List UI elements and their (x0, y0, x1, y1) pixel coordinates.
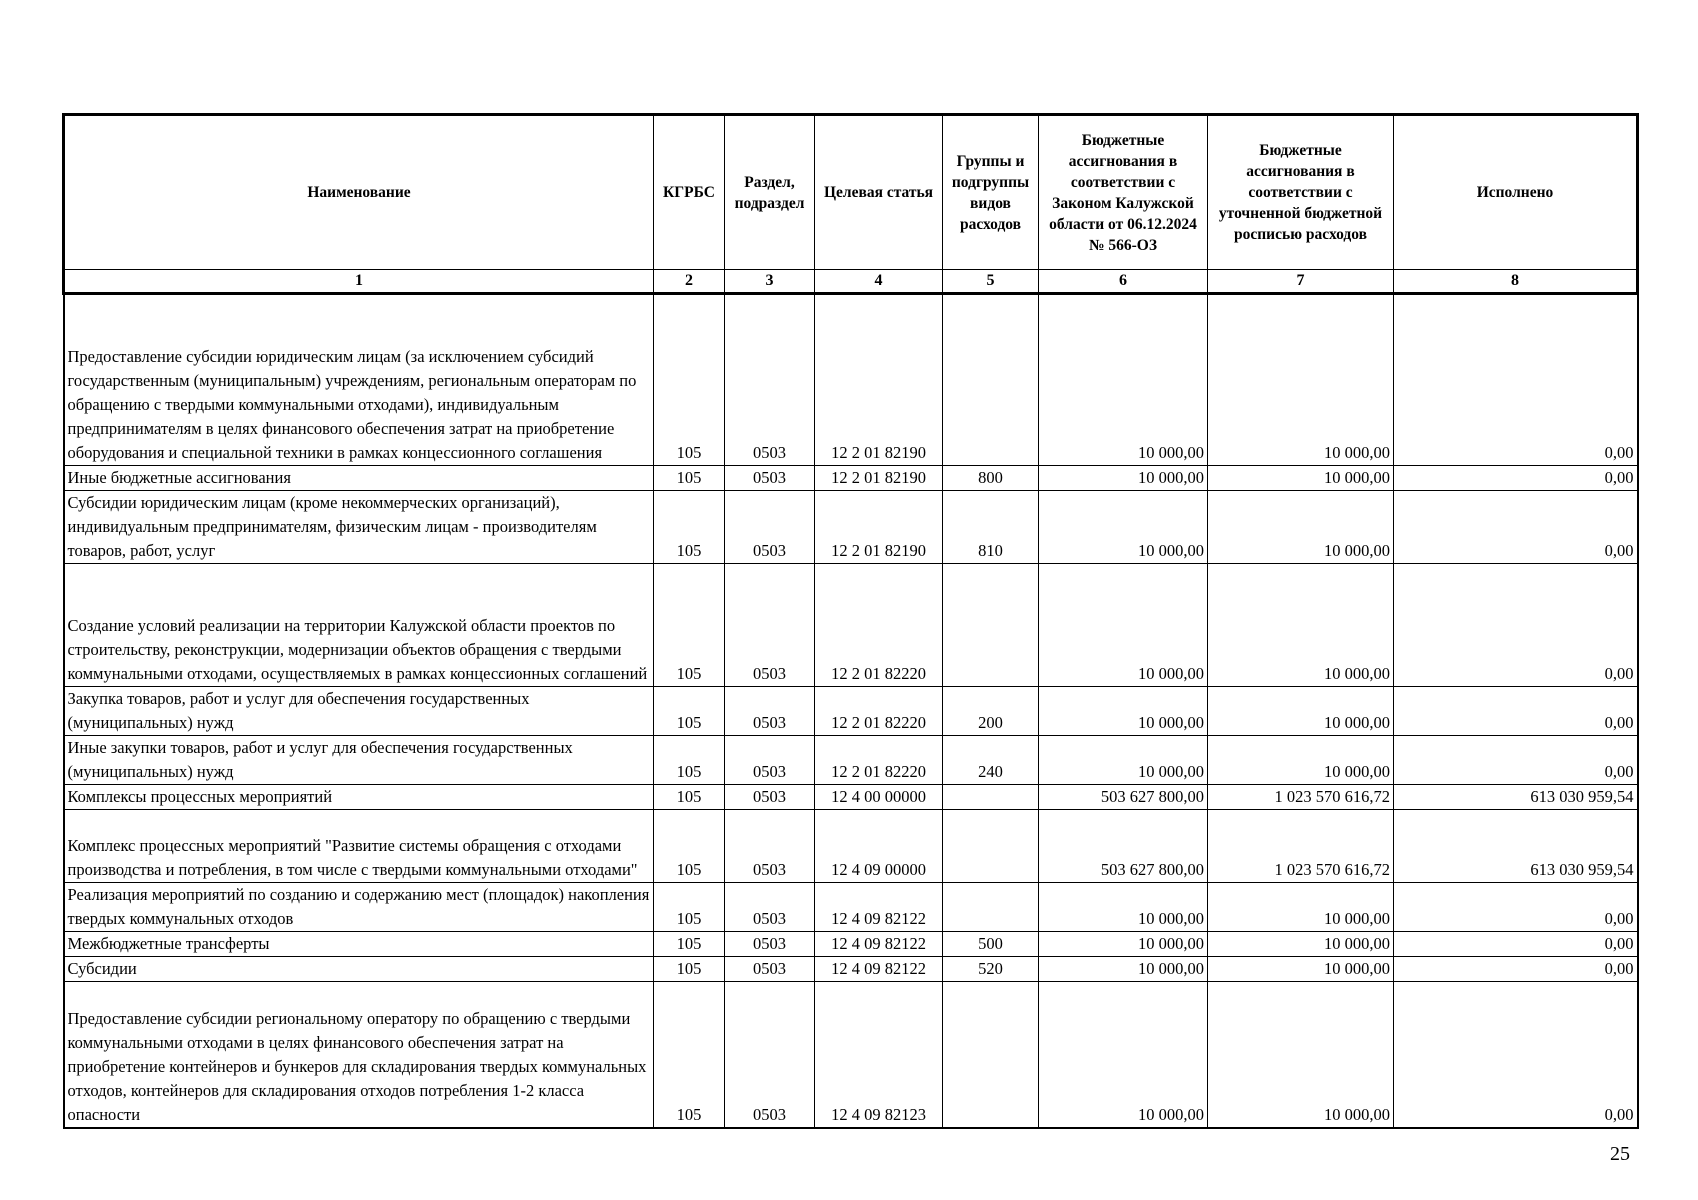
cell-kgrbs: 105 (654, 982, 725, 1128)
table-row (64, 785, 1638, 810)
cell-executed: 0,00 (1394, 736, 1638, 785)
column-number: 7 (1208, 270, 1394, 294)
cell-target-article: 12 2 01 82190 (815, 466, 943, 491)
cell-expense-group (943, 810, 1039, 883)
cell-section: 0503 (725, 883, 815, 932)
cell-executed: 0,00 (1394, 957, 1638, 982)
table-row (64, 932, 1638, 957)
page-number: 25 (1610, 1143, 1630, 1165)
cell-target-article: 12 4 09 82122 (815, 957, 943, 982)
cell-executed: 0,00 (1394, 932, 1638, 957)
cell-kgrbs: 105 (654, 491, 725, 564)
cell-law-allocation: 503 627 800,00 (1039, 785, 1208, 810)
cell-executed: 613 030 959,54 (1394, 810, 1638, 883)
cell-expense-group: 520 (943, 957, 1039, 982)
cell-refined-allocation: 10 000,00 (1208, 687, 1394, 736)
cell-section: 0503 (725, 982, 815, 1128)
header-refined-allocation: Бюджетные ассигнования в соответствии с уточненной бюджетной росписью расходов (1208, 115, 1394, 270)
cell-expense-group: 200 (943, 687, 1039, 736)
cell-name: Иные закупки товаров, работ и услуг для обеспечения государственных (муниципальных) нужд (64, 736, 654, 785)
column-number: 6 (1039, 270, 1208, 294)
column-number-row (64, 270, 1638, 294)
column-number: 1 (64, 270, 654, 294)
column-number: 8 (1394, 270, 1638, 294)
column-number: 3 (725, 270, 815, 294)
table-row (64, 957, 1638, 982)
column-number: 5 (943, 270, 1039, 294)
cell-law-allocation: 10 000,00 (1039, 687, 1208, 736)
cell-section: 0503 (725, 957, 815, 982)
cell-law-allocation: 10 000,00 (1039, 883, 1208, 932)
cell-executed: 0,00 (1394, 687, 1638, 736)
cell-section: 0503 (725, 736, 815, 785)
table-row (64, 883, 1638, 932)
cell-section: 0503 (725, 294, 815, 466)
cell-name: Предоставление субсидии региональному оператору по обращению с твердыми коммунальными отходами в целях финансового обеспечения затрат на приобретение контейнеров и бункеров для складирования твердых коммунальных отходов, контейнеров для складирования отходов потребления 1-2 класса опасности (64, 982, 654, 1128)
table-row (64, 294, 1638, 466)
table-row (64, 810, 1638, 883)
cell-expense-group: 800 (943, 466, 1039, 491)
cell-refined-allocation: 10 000,00 (1208, 294, 1394, 466)
cell-kgrbs: 105 (654, 564, 725, 687)
cell-executed: 613 030 959,54 (1394, 785, 1638, 810)
cell-target-article: 12 2 01 82220 (815, 564, 943, 687)
cell-executed: 0,00 (1394, 294, 1638, 466)
cell-name: Предоставление субсидии юридическим лицам (за исключением субсидий государственным (муниципальным) учреждениям, региональным операторам по обращению с твердыми коммунальными отходами), индивидуальным предпринимателям в целях финансового обеспечения затрат на приобретение оборудования и специальной техники в рамках концессионного соглашения (64, 294, 654, 466)
table-row (64, 466, 1638, 491)
cell-expense-group (943, 294, 1039, 466)
cell-name: Закупка товаров, работ и услуг для обеспечения государственных (муниципальных) нужд (64, 687, 654, 736)
table-row (64, 564, 1638, 687)
cell-law-allocation: 503 627 800,00 (1039, 810, 1208, 883)
cell-kgrbs: 105 (654, 810, 725, 883)
header-row (64, 115, 1638, 270)
budget-table (62, 113, 1639, 1129)
cell-name: Межбюджетные трансферты (64, 932, 654, 957)
cell-section: 0503 (725, 932, 815, 957)
header-kgrbs: КГРБС (654, 115, 725, 270)
cell-law-allocation: 10 000,00 (1039, 957, 1208, 982)
cell-law-allocation: 10 000,00 (1039, 736, 1208, 785)
header-expense-group: Группы и подгруппы видов расходов (943, 115, 1039, 270)
table-row (64, 982, 1638, 1128)
cell-executed: 0,00 (1394, 466, 1638, 491)
cell-kgrbs: 105 (654, 294, 725, 466)
cell-law-allocation: 10 000,00 (1039, 564, 1208, 687)
cell-refined-allocation: 10 000,00 (1208, 466, 1394, 491)
cell-target-article: 12 4 09 82123 (815, 982, 943, 1128)
cell-expense-group: 500 (943, 932, 1039, 957)
cell-target-article: 12 2 01 82220 (815, 736, 943, 785)
header-executed: Исполнено (1394, 115, 1638, 270)
cell-kgrbs: 105 (654, 466, 725, 491)
table-row (64, 687, 1638, 736)
column-number: 2 (654, 270, 725, 294)
cell-expense-group (943, 982, 1039, 1128)
cell-expense-group (943, 785, 1039, 810)
cell-executed: 0,00 (1394, 982, 1638, 1128)
cell-law-allocation: 10 000,00 (1039, 982, 1208, 1128)
cell-law-allocation: 10 000,00 (1039, 491, 1208, 564)
cell-refined-allocation: 10 000,00 (1208, 491, 1394, 564)
cell-expense-group: 810 (943, 491, 1039, 564)
cell-expense-group (943, 564, 1039, 687)
cell-target-article: 12 4 00 00000 (815, 785, 943, 810)
cell-kgrbs: 105 (654, 687, 725, 736)
cell-kgrbs: 105 (654, 736, 725, 785)
cell-name: Реализация мероприятий по созданию и содержанию мест (площадок) накопления твердых коммунальных отходов (64, 883, 654, 932)
cell-refined-allocation: 10 000,00 (1208, 982, 1394, 1128)
cell-target-article: 12 4 09 82122 (815, 932, 943, 957)
cell-target-article: 12 2 01 82190 (815, 491, 943, 564)
column-number: 4 (815, 270, 943, 294)
cell-refined-allocation: 1 023 570 616,72 (1208, 785, 1394, 810)
cell-kgrbs: 105 (654, 932, 725, 957)
cell-law-allocation: 10 000,00 (1039, 932, 1208, 957)
cell-refined-allocation: 1 023 570 616,72 (1208, 810, 1394, 883)
cell-section: 0503 (725, 491, 815, 564)
cell-kgrbs: 105 (654, 957, 725, 982)
cell-expense-group (943, 883, 1039, 932)
table-row (64, 736, 1638, 785)
cell-refined-allocation: 10 000,00 (1208, 883, 1394, 932)
cell-refined-allocation: 10 000,00 (1208, 957, 1394, 982)
header-section: Раздел, подраздел (725, 115, 815, 270)
cell-name: Субсидии юридическим лицам (кроме некоммерческих организаций), индивидуальным предпринимателям, физическим лицам - производителям товаров, работ, услуг (64, 491, 654, 564)
table-row (64, 491, 1638, 564)
cell-refined-allocation: 10 000,00 (1208, 736, 1394, 785)
cell-executed: 0,00 (1394, 883, 1638, 932)
cell-name: Создание условий реализации на территории Калужской области проектов по строительству, реконструкции, модернизации объектов обращения с твердыми коммунальными отходами, осуществляемых в рамках концессионных соглашений (64, 564, 654, 687)
cell-name: Комплекс процессных мероприятий "Развитие системы обращения с отходами производства и потребления, в том числе с твердыми коммунальными отходами" (64, 810, 654, 883)
cell-executed: 0,00 (1394, 491, 1638, 564)
cell-section: 0503 (725, 687, 815, 736)
header-name: Наименование (64, 115, 654, 270)
cell-executed: 0,00 (1394, 564, 1638, 687)
cell-target-article: 12 4 09 00000 (815, 810, 943, 883)
cell-section: 0503 (725, 466, 815, 491)
cell-name: Иные бюджетные ассигнования (64, 466, 654, 491)
cell-refined-allocation: 10 000,00 (1208, 932, 1394, 957)
cell-target-article: 12 2 01 82220 (815, 687, 943, 736)
cell-section: 0503 (725, 785, 815, 810)
header-target-article: Целевая статья (815, 115, 943, 270)
cell-section: 0503 (725, 810, 815, 883)
cell-law-allocation: 10 000,00 (1039, 294, 1208, 466)
cell-target-article: 12 2 01 82190 (815, 294, 943, 466)
cell-kgrbs: 105 (654, 785, 725, 810)
cell-target-article: 12 4 09 82122 (815, 883, 943, 932)
cell-kgrbs: 105 (654, 883, 725, 932)
cell-refined-allocation: 10 000,00 (1208, 564, 1394, 687)
header-law-allocation: Бюджетные ассигнования в соответствии с Законом Калужской области от 06.12.2024 № 566-ОЗ (1039, 115, 1208, 270)
cell-name: Субсидии (64, 957, 654, 982)
cell-section: 0503 (725, 564, 815, 687)
cell-law-allocation: 10 000,00 (1039, 466, 1208, 491)
cell-expense-group: 240 (943, 736, 1039, 785)
cell-name: Комплексы процессных мероприятий (64, 785, 654, 810)
